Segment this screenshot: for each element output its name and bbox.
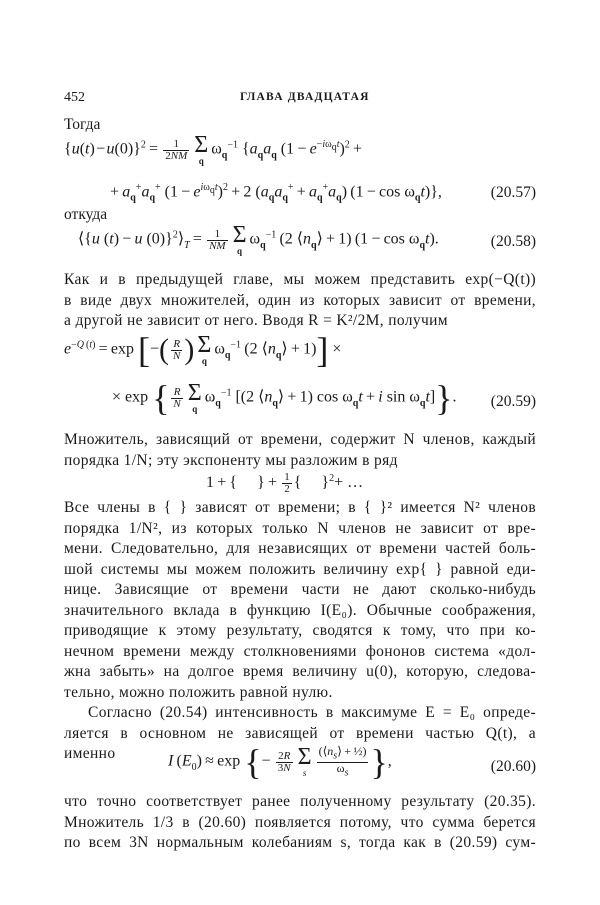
paragraph-4-line: ляется в основном не зависящей от времени частью Q(t), а — [64, 724, 536, 742]
equation-20-57-line1: {u(t) − u(0)}$^2$ = $\frac{1}{2NM}$ Σ q $\omega_q^{-1}$ {$a_qa_q$ $(1 - e^{-i\omega_qt})^2$ + — [64, 132, 363, 166]
paragraph-5-line: что точно соответствует ранее полученному результату (20.35). — [64, 793, 536, 810]
paragraph-1 — [64, 270, 536, 332]
chapter-title: ГЛАВА ДВАДЦАТАЯ — [240, 91, 370, 103]
paragraph-3-line: жна забыть» на долгое время величину u(0), которую, следова- — [64, 663, 536, 680]
equation-20-58: ⟨{u (t) − u $(0)\}^2⟩_T$ = $\frac{1}{NM}$ Σ q $\omega_q^{-1}$ (2 $⟨n_q⟩ + 1$) $(1 - \cos \omega_qt)$. — [78, 222, 439, 256]
paragraph-2-line: Множитель, зависящий от времени, содержит N членов, каждый — [64, 431, 536, 448]
equation-number-20-59: (20.59) — [490, 393, 536, 410]
running-head — [64, 90, 536, 108]
paragraph-5 — [64, 792, 536, 854]
paragraph-3-line: шой системы мы можем положить величину exp{ } равной еди- — [64, 560, 536, 578]
paragraph-3-line: мени. Следовательно, для независящих от времени частей боль- — [64, 540, 536, 557]
paragraph-3-line: приводящие к этому результату, сводятся к тому, что при ко- — [64, 622, 536, 639]
paragraph-3-line: значительного вклада в функцию I(E₀). Обычные соображения, — [64, 601, 536, 619]
paragraph-4-line: именно — [64, 745, 116, 762]
paragraph-3-line: нице. Зависящие от времени части не дают сколько-нибудь — [64, 581, 536, 598]
paragraph-5-line: Множитель 1/3 в (20.60) появляется потому, что сумма берется — [64, 813, 536, 831]
equation-number-20-58: (20.58) — [490, 233, 536, 250]
paragraph-3 — [64, 498, 536, 703]
paragraph-2 — [64, 430, 536, 471]
paragraph-4-line: Согласно (20.54) интенсивность в максимуме E = E₀ опреде- — [88, 704, 536, 721]
paragraph-2-line: порядка 1/N; эту экспоненту мы разложим в ряд — [64, 451, 398, 469]
equation-20-59-line2: × exp { $\frac{R}{N}$ Σ q $\omega_q^{-1}$ [(2 $⟨n_q⟩ + 1$) $\cos \omega_qt + i$ $\sin \omega_qt$]}. — [112, 378, 457, 418]
page-number: 452 — [64, 90, 85, 105]
equation-20-57-line2: + $a_q^+a_q^+$ $(1 - e^{i\omega_qt})^2 + 2$ $(a_qa_q^+ + a_q^+a_q) (1 - \cos \omega_qt)$}, — [110, 182, 442, 204]
paragraph-1-line: Как и в предыдущей главе, мы можем представить exp(−Q(t)) — [64, 271, 536, 288]
equation-number-20-60: (20.60) — [490, 758, 536, 775]
paragraph-1-line: а другой не зависит от него. Вводя R = K²/2M, получим — [64, 312, 448, 329]
word-togda: Тогда — [64, 116, 101, 133]
paragraph-3-line: Все члены в { } зависят от времени; в { }² имеется N² членов — [64, 499, 536, 516]
equation-20-59-line1: $e^{-Q (t)} = \exp$ [−( $\frac{R}{N}$ ) Σ q $\omega_q^{-1}$ (2 $⟨n_q⟩ + 1$)] × — [64, 330, 342, 370]
word-otkuda: откуда — [64, 206, 108, 223]
series-expansion: 1 + { } + $\frac{1}{2}$ { }$^2$+ … — [206, 471, 364, 495]
paragraph-3-line: тельно, можно положить равной нулю. — [64, 683, 333, 701]
paragraph-3-line: нечном времени между столкновениями фононов система «дол- — [64, 642, 536, 660]
equation-20-60: I $(E_0) \approx \exp$ {− $\frac{2R}{3N}$ Σ s $\frac{(⟨n_s⟩ + \frac{1}{2})}{\omega_s}$ }, — [168, 742, 392, 782]
paragraph-5-line: по всем 3N нормальным колебаниям s, тогда как в (20.59) сум- — [64, 834, 536, 851]
paragraph-3-line: порядка 1/N², из которых только N членов не зависит от вре- — [64, 519, 536, 537]
equation-number-20-57: (20.57) — [490, 184, 536, 201]
paragraph-1-line: в виде двух множителей, один из которых зависит от времени, — [64, 291, 536, 309]
